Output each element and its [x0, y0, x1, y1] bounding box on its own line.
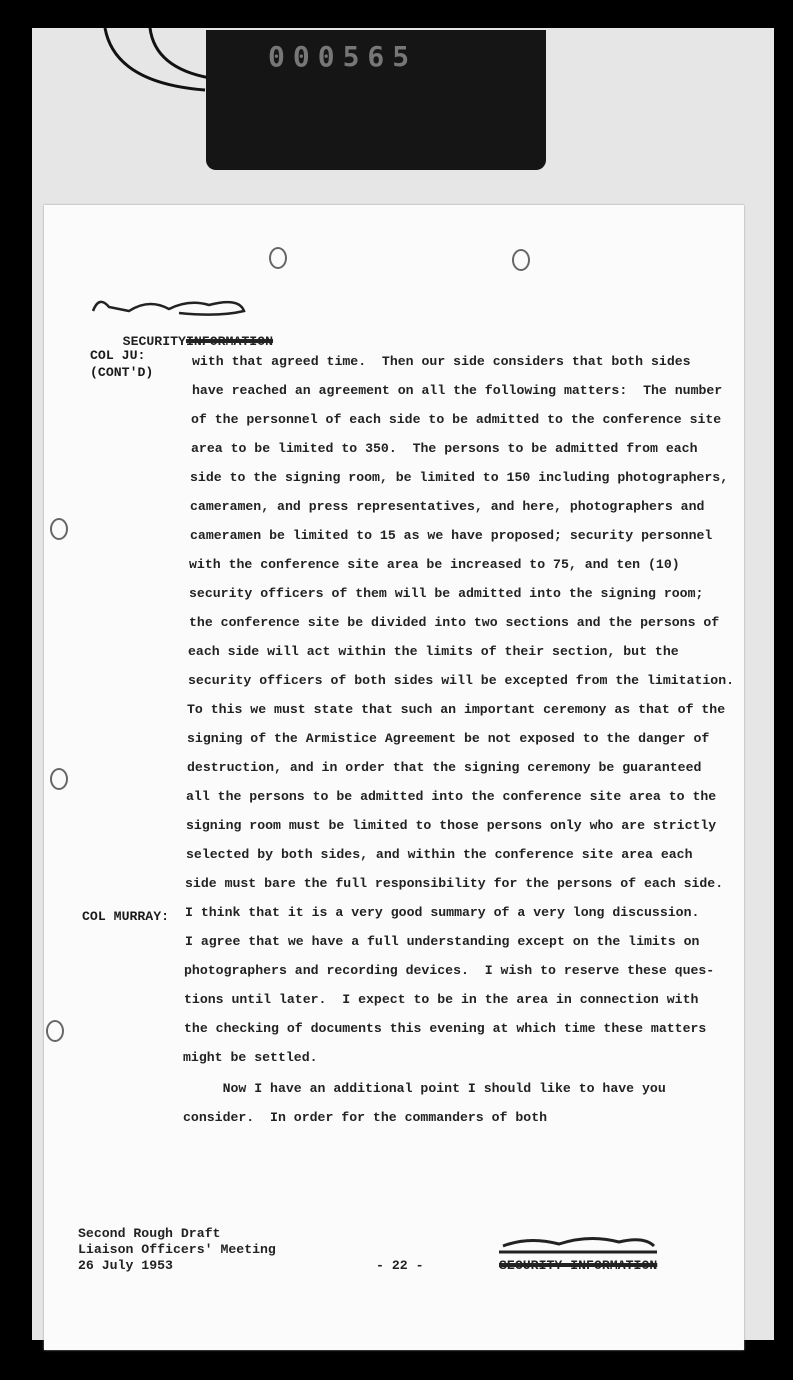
body-line: cameramen be limited to 15 as we have proposed; security personnel: [190, 528, 713, 543]
body-line: with that agreed time. Then our side considers that both sides: [192, 354, 691, 369]
document-page: [44, 205, 744, 1350]
body-line: the checking of documents this evening at which time these matters: [184, 1021, 707, 1036]
punch-hole: [50, 768, 68, 790]
body-line: I agree that we have a full understanding except on the limits on: [185, 934, 700, 949]
body-line: destruction, and in order that the signing ceremony be guaranteed: [187, 760, 702, 775]
punch-hole: [512, 249, 530, 271]
body-line: might be settled.: [183, 1050, 318, 1065]
body-line: tions until later. I expect to be in the area in connection with: [184, 992, 699, 1007]
cable-graphic: [95, 28, 215, 98]
footer-classification: SECURITY INFORMATION: [499, 1258, 658, 1273]
body-line: signing of the Armistice Agreement be not exposed to the danger of: [187, 731, 710, 746]
body-line: have reached an agreement on all the following matters: The number: [192, 383, 723, 398]
frame-counter: [206, 30, 546, 170]
body-line: with the conference site area be increased to 75, and ten (10): [189, 557, 680, 572]
body-line: security officers of both sides will be excepted from the limitation.: [188, 673, 735, 688]
body-line: selected by both sides, and within the conference site area each: [186, 847, 693, 862]
body-line: the conference site be divided into two sections and the persons of: [189, 615, 720, 630]
body-line: area to be limited to 350. The persons to be admitted from each: [191, 441, 698, 456]
speaker-col-murray: COL MURRAY:: [82, 909, 170, 924]
body-line: side must bare the full responsibility for the persons of each side.: [185, 876, 724, 891]
body-line: Now I have an additional point I should like to have you: [183, 1081, 666, 1096]
body-line: side to the signing room, be limited to 150 including photographers,: [190, 470, 729, 485]
punch-hole: [46, 1020, 64, 1042]
body-line: I think that it is a very good summary of a very long discussion.: [185, 905, 700, 920]
punch-hole: [50, 518, 68, 540]
body-line: To this we must state that such an important ceremony as that of the: [187, 702, 726, 717]
footer-draft: Second Rough Draft: [78, 1226, 221, 1241]
counter-digits: 000565: [268, 40, 418, 73]
footer-date: 26 July 1953: [78, 1258, 173, 1273]
body-line: all the persons to be admitted into the conference site area to the: [186, 789, 717, 804]
body-line: of the personnel of each side to be admitted to the conference site: [191, 412, 722, 427]
body-line: photographers and recording devices. I wish to reserve these ques-: [184, 963, 715, 978]
footer-meeting: Liaison Officers' Meeting: [78, 1242, 276, 1257]
body-line: cameramen, and press representatives, and here, photographers and: [190, 499, 705, 514]
classification-prefix: SECURITY: [122, 334, 186, 349]
body-line: each side will act within the limits of their section, but the: [188, 644, 679, 659]
speaker-col-ju: COL JU: (CONT'D): [90, 348, 154, 380]
body-line: security officers of them will be admitted into the signing room;: [189, 586, 704, 601]
body-line: consider. In order for the commanders of both: [183, 1110, 548, 1125]
body-line: signing room must be limited to those persons only who are strictly: [186, 818, 717, 833]
page-number: - 22 -: [376, 1258, 424, 1273]
classification-struck: INFORMATION: [185, 334, 274, 349]
punch-hole: [269, 247, 287, 269]
